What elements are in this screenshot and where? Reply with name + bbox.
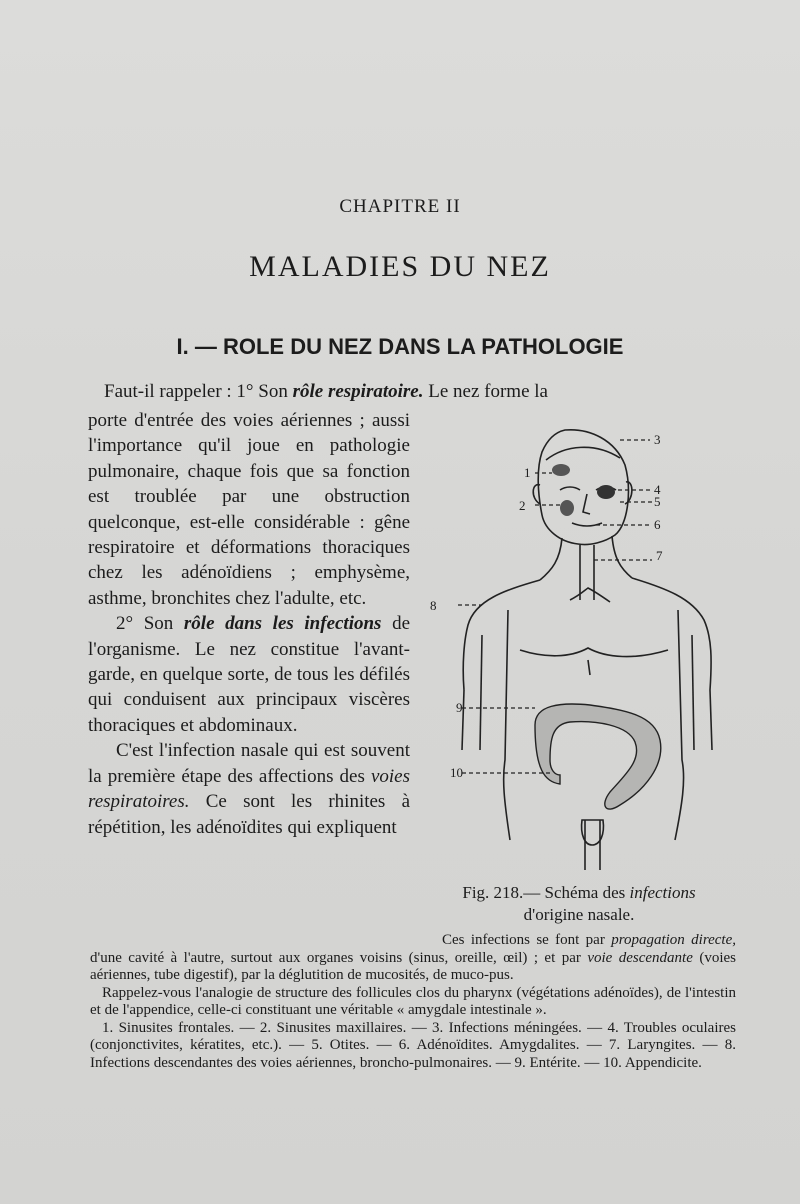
paragraph-2-a: 2° Son — [116, 613, 184, 635]
note-3: 1. Sinusites frontales. — 2. Sinusites maxillaires. — 3. Infections méningées. — 4. Troubles oculaires (conjonctivites, kératites, etc.). — 5. Otites. — 6. Adénoïdites. Amygdalites. — 7. Laryngites. — 8. Infections descendantes des voies aériennes, broncho-pulmonaires. — 9. Entérite. — 10. Appendicite. — [90, 1019, 736, 1071]
paragraph-1: porte d'entrée des voies aériennes ; aussi l'importance qu'il joue en pathologie pulmonaire, chaque fois que sa fonction est troublée par une obstruction quelconque, est-elle considérable : gêne respiratoire et déformations thoraciques chez les adénoïdiens ; emphysème, asthme, bronchites chez l'adulte, etc. — [88, 410, 410, 609]
figure-caption — [424, 882, 734, 926]
eye-mark — [597, 485, 615, 499]
intro-text-c: Le nez forme la — [423, 381, 548, 402]
section-heading: I. — ROLE DU NEZ DANS LA PATHOLOGIE — [176, 334, 624, 359]
paragraph-2-c: de l'organisme. Le nez constitue l'avant-garde, en quelque sorte, de tous les défilés qui conduisent aux principaux viscères thoraciques et abdominaux. — [88, 613, 410, 736]
chapter-title: MALADIES DU NEZ — [249, 250, 551, 283]
paragraph-3-c: Ce sont les rhinites à répétition, les adénoïdites qui expliquent — [88, 791, 410, 838]
intestine — [535, 704, 661, 809]
note-1-b: propagation directe, — [611, 932, 736, 948]
frontal-sinus-mark — [552, 464, 570, 476]
paragraph-3 — [88, 738, 410, 840]
paragraph-2 — [88, 611, 410, 738]
paragraph-3-a: C'est l'infection nasale qui est souvent la première étape des affections des — [88, 740, 410, 787]
label-10: 10 — [450, 765, 463, 780]
label-3: 3 — [654, 432, 661, 447]
footnotes — [90, 932, 736, 1072]
label-8: 8 — [430, 598, 437, 613]
label-1: 1 — [524, 465, 531, 480]
note-2: Rappelez-vous l'analogie de structure des follicules clos du pharynx (végétations adénoïdes), de l'intestin et de l'appendice, celle-ci constituant une véritable « amygdale intestinale ». — [90, 984, 736, 1018]
note-1-d: voie descendante — [587, 949, 693, 966]
maxillary-sinus-mark — [560, 500, 574, 516]
note-1-e: (voies aériennes, tube digestif), par la déglutition de mucosités, de muco-pus. — [90, 949, 736, 983]
paragraph-3-emphasis: voies respiratoires. — [88, 765, 410, 813]
note-1-a: Ces infections se font par — [442, 932, 612, 948]
chapter-heading: CHAPITRE II — [339, 196, 461, 217]
label-7: 7 — [656, 548, 663, 563]
caption-emphasis: infections — [629, 883, 696, 902]
intro-line — [104, 381, 724, 403]
label-2: 2 — [519, 498, 526, 513]
note-1-c: d'une cavité à l'autre, surtout aux organes voisins (sinus, oreille, œil) ; et par — [90, 949, 588, 966]
anatomy-figure — [420, 420, 740, 880]
text-column — [88, 408, 410, 840]
label-4: 4 — [654, 482, 661, 497]
torso-outline — [463, 580, 540, 690]
note-1 — [90, 932, 736, 985]
label-5: 5 — [654, 494, 661, 509]
label-6: 6 — [654, 517, 661, 532]
caption-text-c: d'origine nasale. — [523, 905, 635, 924]
intro-text-a: Faut-il rappeler : 1° Son — [104, 381, 293, 402]
paragraph-2-emphasis: rôle dans les infections — [183, 613, 382, 635]
intro-emphasis: rôle respiratoire. — [292, 381, 424, 402]
caption-text-a: Fig. 218.— Schéma des — [462, 883, 630, 902]
label-9: 9 — [456, 700, 463, 715]
